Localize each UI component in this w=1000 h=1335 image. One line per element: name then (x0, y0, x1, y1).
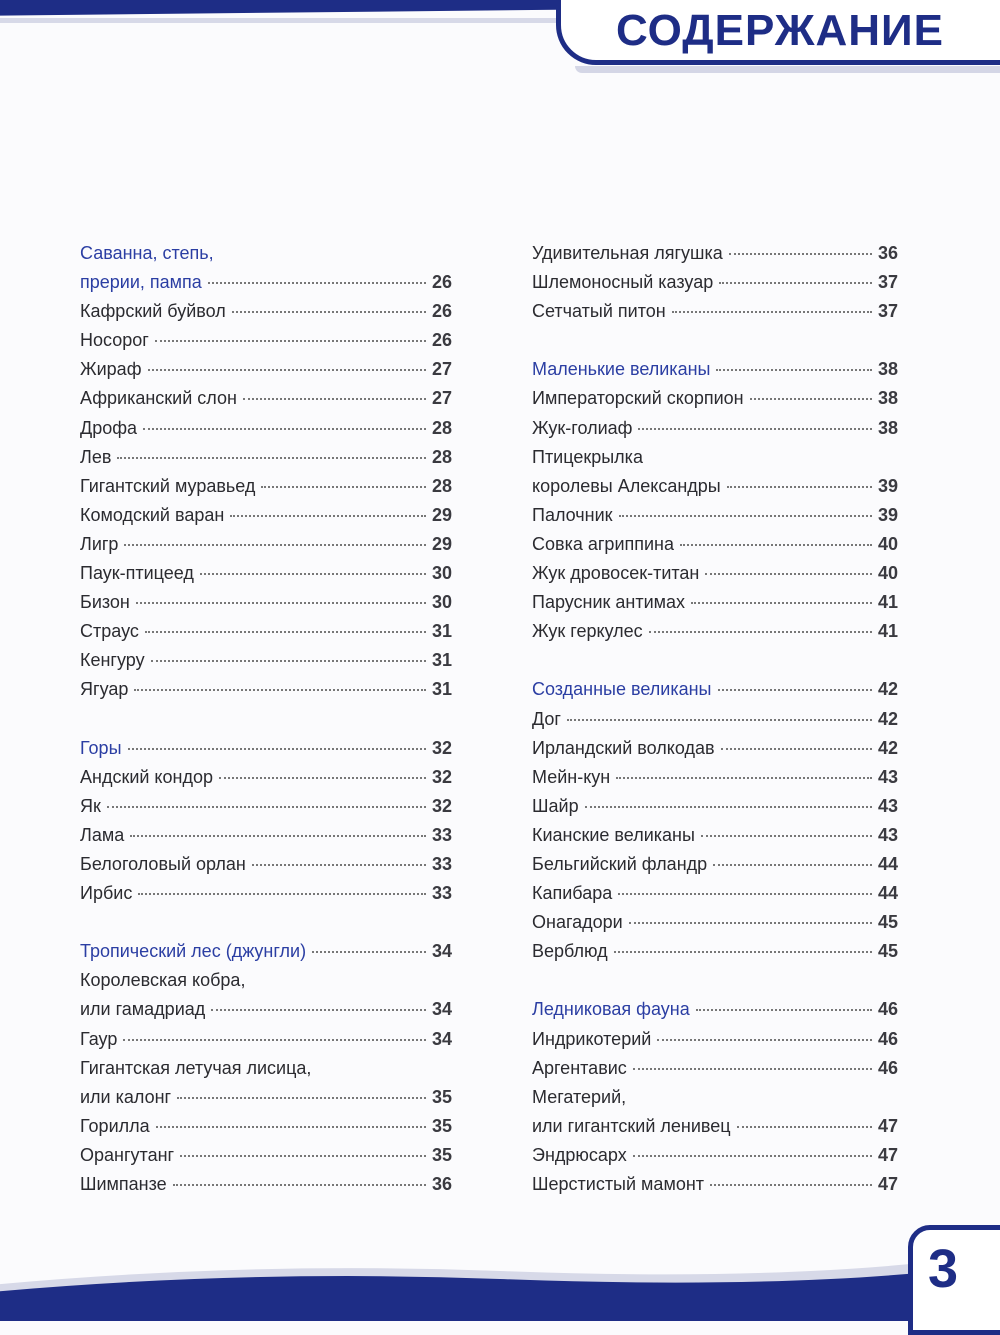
toc-entry (80, 1083, 452, 1112)
dot-leader (219, 777, 426, 779)
toc-entry (532, 1025, 898, 1054)
toc-entry (532, 384, 898, 413)
toc-entry (80, 472, 452, 501)
dot-leader (200, 573, 426, 575)
toc-entry-title: Парусник антимах (532, 592, 686, 613)
dot-leader (618, 893, 872, 895)
toc-entry-title: Жук геркулес (532, 621, 643, 642)
toc-entry-page: 45 (877, 912, 898, 933)
toc-entry-page: 41 (877, 592, 898, 613)
toc-entry-page: 44 (877, 853, 898, 874)
toc-entry-title: Шлемоносный казуар (532, 272, 714, 293)
dot-leader (134, 689, 426, 691)
toc-entry (532, 1112, 898, 1141)
toc-entry-title: Дог (532, 708, 561, 729)
dot-leader (719, 282, 872, 284)
toc-entry-title: Орангутанг (80, 1144, 175, 1165)
dot-leader (151, 660, 426, 662)
dot-leader (136, 602, 426, 604)
toc-entry-title: Аргентавис (532, 1057, 627, 1078)
toc-entry-title: Носорог (80, 330, 149, 351)
toc-entry-page: 43 (877, 824, 898, 845)
toc-entry (80, 646, 452, 675)
toc-entry-title: Удивительная лягушка (532, 243, 723, 263)
toc-entry-page: 28 (431, 417, 452, 438)
dot-leader (633, 1068, 872, 1070)
dot-leader (727, 486, 872, 488)
toc-entry-title: Горы (80, 737, 122, 758)
toc-section-heading (80, 268, 452, 297)
toc-entry-page: 33 (431, 883, 452, 904)
toc-entry-title: Маленькие великаны (532, 359, 711, 380)
toc-entry-page: 36 (431, 1174, 452, 1194)
toc-entry (532, 268, 898, 297)
toc-entry-page: 34 (431, 999, 452, 1020)
toc-section-heading (532, 995, 898, 1024)
dot-leader (657, 1039, 872, 1041)
toc-entry-page: 26 (431, 330, 452, 351)
toc-entry-page: 42 (877, 708, 898, 729)
toc-right-column (532, 239, 898, 1199)
toc-entry-page: 36 (877, 243, 898, 263)
toc-entry-page: 45 (877, 941, 898, 962)
toc-entry (80, 1170, 452, 1199)
toc-entry (80, 879, 452, 908)
toc-gap (532, 646, 898, 675)
toc-entry-page: 26 (431, 301, 452, 322)
toc-entry (80, 355, 452, 384)
toc-entry-title: Созданные великаны (532, 679, 712, 700)
toc-gap (532, 966, 898, 995)
dot-leader (729, 253, 872, 255)
toc-entry-title: Шимпанзе (80, 1174, 167, 1194)
toc-entry-page: 46 (877, 1028, 898, 1049)
toc-entry-page: 46 (877, 999, 898, 1020)
dot-leader (619, 515, 872, 517)
toc-entry-page: 27 (431, 359, 452, 380)
toc-entry (80, 1025, 452, 1054)
toc-entry-title: Верблюд (532, 941, 608, 962)
toc-entry-title: Ирландский волкодав (532, 737, 715, 758)
toc-entry-page: 40 (877, 563, 898, 584)
toc-section-heading (532, 355, 898, 384)
dot-leader (124, 544, 426, 546)
toc-entry-page: 29 (431, 504, 452, 525)
toc-entry-title: Онагадори (532, 912, 623, 933)
toc-entry (532, 763, 898, 792)
toc-entry-page: 42 (877, 679, 898, 700)
dot-leader (718, 689, 872, 691)
dot-leader (117, 457, 426, 459)
dot-leader (567, 719, 872, 721)
toc-entry-title: Белоголовый орлан (80, 853, 246, 874)
dot-leader (123, 1039, 426, 1041)
dot-leader (252, 864, 426, 866)
toc-entry-page: 39 (877, 504, 898, 525)
toc-entry-page: 34 (431, 941, 452, 962)
toc-entry-title: Кенгуру (80, 650, 145, 671)
toc-entry-title: Капибара (532, 883, 613, 904)
toc-entry-title: или гамадриад (80, 999, 206, 1020)
dot-leader (243, 398, 426, 400)
dot-leader (710, 1184, 872, 1186)
toc-entry-page: 46 (877, 1057, 898, 1078)
toc-entry-title: Паук-птицеед (80, 563, 194, 584)
toc-entry-title: Кианские великаны (532, 824, 695, 845)
toc-entry (80, 763, 452, 792)
toc-entry-page: 28 (431, 446, 452, 467)
dot-leader (107, 806, 426, 808)
toc-entry (80, 1141, 452, 1170)
toc-entry (80, 501, 452, 530)
toc-entry-page: 47 (877, 1115, 898, 1136)
toc-entry (532, 850, 898, 879)
dot-leader (750, 398, 872, 400)
toc-entry-page: 30 (431, 563, 452, 584)
dot-leader (143, 428, 426, 430)
dot-leader (312, 951, 426, 953)
dot-leader (696, 1009, 872, 1011)
toc-entry (532, 821, 898, 850)
dot-leader (691, 602, 872, 604)
dot-leader (156, 1126, 426, 1128)
toc-entry-title: Лама (80, 824, 125, 845)
toc-entry-page: 42 (877, 737, 898, 758)
dot-leader (716, 369, 871, 371)
toc-entry-title: Палочник (532, 504, 613, 525)
toc-entry-title: Гаур (80, 1028, 118, 1049)
toc-entry-title: Як (80, 795, 101, 816)
toc-entry (80, 966, 452, 995)
bottom-decor-wave (0, 1231, 940, 1321)
toc-entry (80, 326, 452, 355)
dot-leader (138, 893, 426, 895)
dot-leader (680, 544, 872, 546)
toc-entry-page: 43 (877, 766, 898, 787)
toc-entry-page: 35 (431, 1144, 452, 1165)
dot-leader (672, 311, 872, 313)
dot-leader (155, 340, 426, 342)
toc-entry (532, 879, 898, 908)
toc-entry-page: 30 (431, 592, 452, 613)
toc-entry-page: 31 (431, 650, 452, 671)
toc-entry (532, 297, 898, 326)
toc-section-heading (532, 675, 898, 704)
toc-entry (532, 239, 898, 268)
toc-entry-page: 37 (877, 301, 898, 322)
dot-leader (230, 515, 426, 517)
toc-entry (532, 472, 898, 501)
toc-entry (80, 1112, 452, 1141)
toc-entry-title: Дрофа (80, 417, 138, 438)
toc-entry-title: Бизон (80, 592, 130, 613)
toc-entry-title: Горилла (80, 1115, 150, 1136)
dot-leader (180, 1155, 426, 1157)
dot-leader (705, 573, 872, 575)
toc-entry-title: Андский кондор (80, 766, 213, 787)
toc-entry-page: 34 (431, 1028, 452, 1049)
toc-section-heading (80, 734, 452, 763)
toc-gap (80, 908, 452, 937)
dot-leader (211, 1009, 426, 1011)
dot-leader (145, 631, 426, 633)
toc-entry-page: 28 (431, 475, 452, 496)
toc-entry-title: Комодский варан (80, 504, 225, 525)
dot-leader (721, 748, 872, 750)
toc-entry (80, 559, 452, 588)
toc-entry (532, 443, 898, 472)
toc-gap (80, 705, 452, 734)
toc-entry-title: Гигантский муравьед (80, 475, 256, 496)
toc-entry (80, 995, 452, 1024)
dot-leader (148, 369, 426, 371)
title-tab-shadow (575, 66, 1000, 73)
toc-entry-title: королевы Александры (532, 475, 721, 496)
toc-entry-title: Птицекрылка (532, 446, 643, 467)
toc-entry-title: или калонг (80, 1086, 172, 1107)
toc-entry (80, 792, 452, 821)
toc-entry-title: Лев (80, 446, 112, 467)
toc-entry-page: 32 (431, 737, 452, 758)
toc-entry-page: 26 (431, 272, 452, 293)
toc-entry (532, 588, 898, 617)
dot-leader (629, 922, 872, 924)
toc-entry-page: 29 (431, 533, 452, 554)
toc-entry (532, 530, 898, 559)
toc-entry (532, 705, 898, 734)
toc-entry-page: 27 (431, 388, 452, 409)
toc-entry (80, 850, 452, 879)
toc-entry-title: Лигр (80, 533, 119, 554)
toc-entry (532, 1054, 898, 1083)
toc-entry-title: Мегатерий, (532, 1086, 627, 1107)
dot-leader (638, 428, 872, 430)
toc-entry-page: 41 (877, 621, 898, 642)
toc-entry-title: Саванна, степь, (80, 243, 214, 263)
toc-entry-title: Тропический лес (джунгли) (80, 941, 307, 962)
toc-entry-title: Королевская кобра, (80, 970, 246, 991)
page-number: 3 (928, 1239, 959, 1299)
dot-leader (173, 1184, 426, 1186)
toc-entry-title: Жираф (80, 359, 142, 380)
dot-leader (585, 806, 872, 808)
toc-entry (532, 1083, 898, 1112)
dot-leader (633, 1155, 872, 1157)
toc-entry (532, 1170, 898, 1199)
dot-leader (232, 311, 426, 313)
toc-entry (532, 908, 898, 937)
dot-leader (261, 486, 426, 488)
toc-entry-title: Индрикотерий (532, 1028, 652, 1049)
toc-entry-title: Эндрюсарх (532, 1144, 627, 1165)
toc-entry-title: Жук-голиаф (532, 417, 633, 438)
toc-entry (532, 734, 898, 763)
toc-entry-title: Совка агриппина (532, 533, 674, 554)
toc-entry-page: 32 (431, 766, 452, 787)
toc-entry-title: Жук дровосек-титан (532, 563, 700, 584)
toc-entry-title: Ирбис (80, 883, 133, 904)
toc-entry-title: прерии, пампа (80, 272, 202, 293)
toc-entry-page: 31 (431, 679, 452, 700)
toc-entry (80, 675, 452, 704)
toc-entry (532, 559, 898, 588)
toc-entry-title: Ледниковая фауна (532, 999, 690, 1020)
toc-entry (80, 1054, 452, 1083)
toc-entry-page: 44 (877, 883, 898, 904)
toc-entry (532, 617, 898, 646)
toc-entry (80, 414, 452, 443)
toc-entry-page: 39 (877, 475, 898, 496)
toc-entry-title: Гигантская летучая лисица, (80, 1057, 312, 1078)
page-title: СОДЕРЖАНИЕ (615, 6, 945, 55)
toc-entry-title: Страус (80, 621, 139, 642)
dot-leader (701, 835, 872, 837)
dot-leader (208, 282, 426, 284)
toc-entry-page: 35 (431, 1086, 452, 1107)
dot-leader (614, 951, 872, 953)
toc-gap (532, 326, 898, 355)
toc-entry-title: Шайр (532, 795, 579, 816)
toc-entry-title: Мейн-кун (532, 766, 611, 787)
toc-entry-page: 33 (431, 824, 452, 845)
dot-leader (713, 864, 872, 866)
toc-entry-page: 47 (877, 1174, 898, 1194)
toc-entry (80, 443, 452, 472)
toc-entry-page: 32 (431, 795, 452, 816)
dot-leader (130, 835, 426, 837)
toc-entry (532, 501, 898, 530)
toc-entry-title: Бельгийский фландр (532, 853, 708, 874)
dot-leader (177, 1097, 426, 1099)
toc-entry (80, 588, 452, 617)
toc-entry (532, 937, 898, 966)
top-decor-shadow (0, 18, 560, 23)
toc-entry-page: 38 (877, 388, 898, 409)
toc-entry-page: 43 (877, 795, 898, 816)
toc-entry-page: 38 (877, 417, 898, 438)
toc-entry-page: 38 (877, 359, 898, 380)
toc-entry-page: 40 (877, 533, 898, 554)
toc-entry (80, 617, 452, 646)
toc-entry-page: 31 (431, 621, 452, 642)
toc-section-heading (80, 239, 452, 268)
toc-entry-page: 37 (877, 272, 898, 293)
toc-entry-title: Сетчатый питон (532, 301, 666, 322)
toc-entry-title: или гигантский ленивец (532, 1115, 731, 1136)
toc-entry-title: Императорский скорпион (532, 388, 744, 409)
toc-entry (80, 821, 452, 850)
toc-left-column (80, 239, 452, 1199)
dot-leader (616, 777, 872, 779)
toc-entry-page: 47 (877, 1144, 898, 1165)
toc-entry (80, 384, 452, 413)
toc-entry-title: Кафрский буйвол (80, 301, 226, 322)
toc-entry-title: Шерстистый мамонт (532, 1174, 705, 1194)
toc-entry (532, 792, 898, 821)
toc-entry-page: 33 (431, 853, 452, 874)
dot-leader (737, 1126, 872, 1128)
toc-entry (80, 297, 452, 326)
dot-leader (128, 748, 426, 750)
toc-entry-page: 35 (431, 1115, 452, 1136)
toc-entry-title: Ягуар (80, 679, 129, 700)
toc-entry (532, 1141, 898, 1170)
toc-entry-title: Африканский слон (80, 388, 237, 409)
dot-leader (649, 631, 872, 633)
toc-section-heading (80, 937, 452, 966)
toc-entry (80, 530, 452, 559)
toc-entry (532, 414, 898, 443)
top-decor-bar (0, 0, 580, 16)
